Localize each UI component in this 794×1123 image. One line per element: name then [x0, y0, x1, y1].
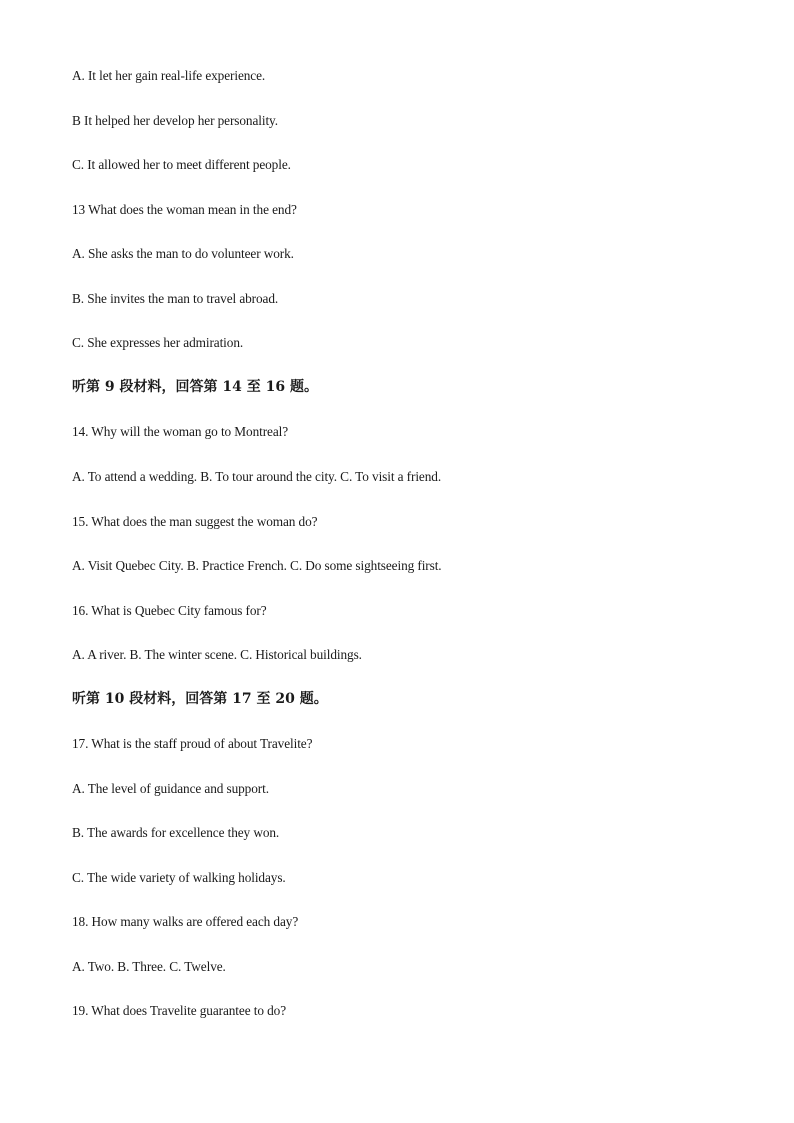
section-heading-9: 听第 9 段材料，回答第 14 至 16 题。 [72, 379, 318, 395]
option-17a: A. The level of guidance and support. [72, 781, 269, 796]
option-12b: B It helped her develop her personality. [72, 113, 278, 128]
option-13c: C. She expresses her admiration. [72, 335, 244, 350]
question-18: 18. How many walks are offered each day? [72, 914, 299, 929]
question-15: 15. What does the man suggest the woman do? [72, 514, 318, 529]
question-16: 16. What is Quebec City famous for? [72, 603, 267, 618]
option-13b: B. She invites the man to travel abroad. [72, 291, 279, 306]
question-13: 13 What does the woman mean in the end? [72, 202, 297, 217]
option-12c: C. It allowed her to meet different people. [72, 157, 291, 172]
options-15: A. Visit Quebec City. B. Practice French. C. Do some sightseeing first. [72, 558, 442, 573]
option-13a: A. She asks the man to do volunteer work. [72, 246, 294, 261]
option-12a: A. It let her gain real-life experience. [72, 68, 266, 83]
question-14: 14. Why will the woman go to Montreal? [72, 424, 289, 439]
options-16: A. A river. B. The winter scene. C. Historical buildings. [72, 647, 362, 662]
options-18: A. Two. B. Three. C. Twelve. [72, 959, 226, 974]
section-heading-10: 听第 10 段材料，回答第 17 至 20 题。 [72, 691, 328, 707]
options-14: A. To attend a wedding. B. To tour around the city. C. To visit a friend. [72, 469, 442, 484]
option-17c: C. The wide variety of walking holidays. [72, 870, 286, 885]
question-19: 19. What does Travelite guarantee to do? [72, 1003, 286, 1018]
question-17: 17. What is the staff proud of about Travelite? [72, 736, 313, 751]
option-17b: B. The awards for excellence they won. [72, 825, 280, 840]
